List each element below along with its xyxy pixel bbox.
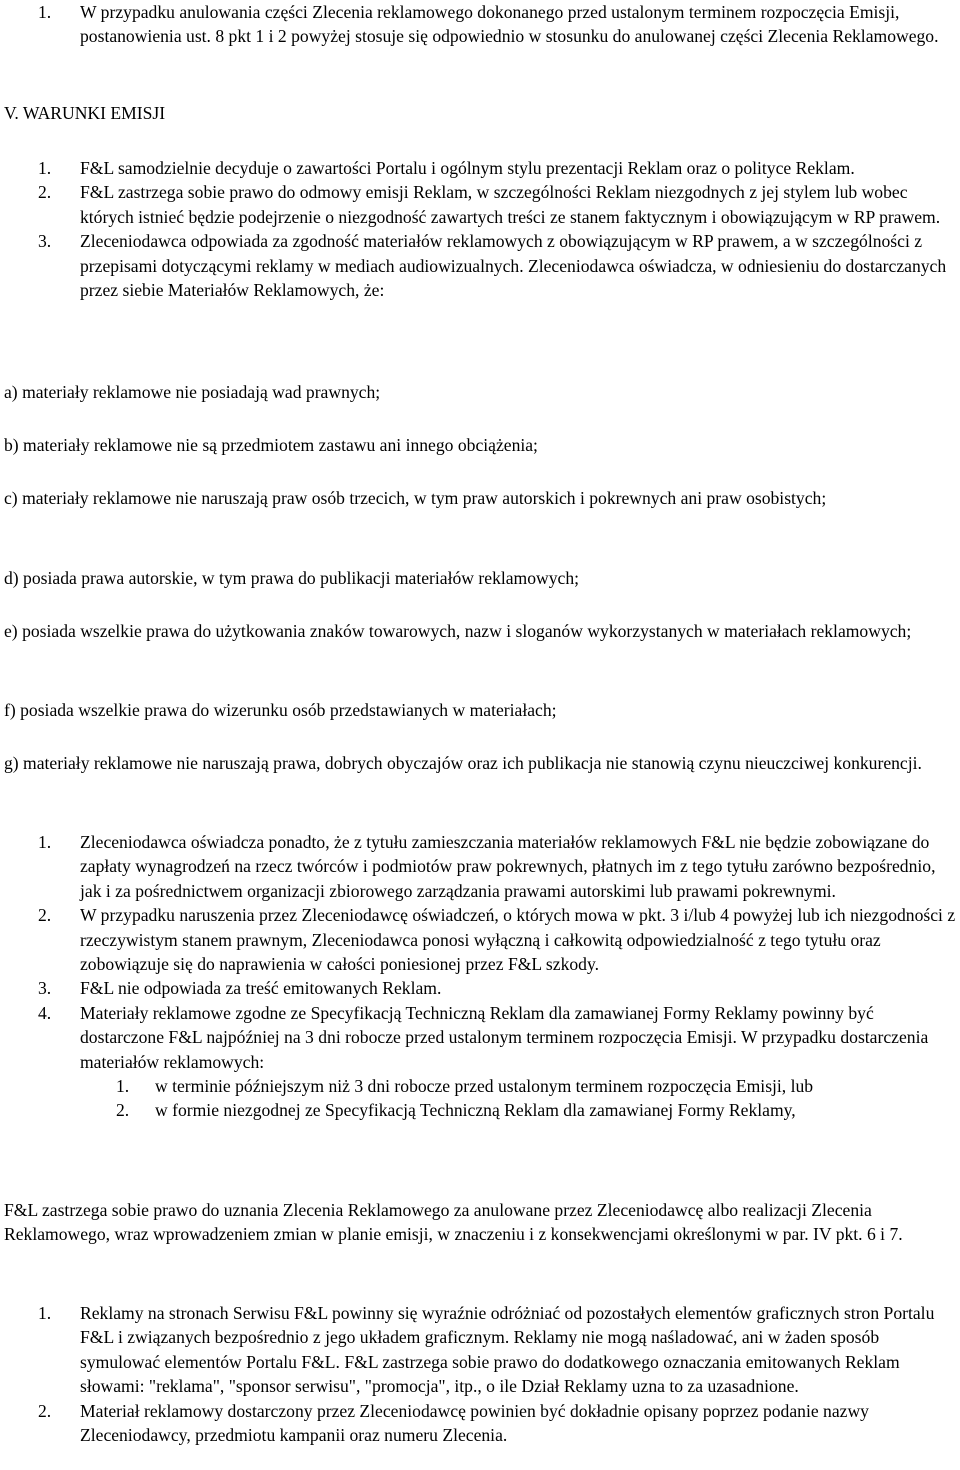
- declaration-d: d) posiada prawa autorskie, w tym prawa do publikacji materiałów reklamowych;: [4, 568, 580, 588]
- sublist-item-number: 1.: [116, 1076, 130, 1097]
- emission-list: [0, 156, 960, 302]
- declaration-f: f) posiada wszelkie prawa do wizerunku osób przedstawianych w materiałach;: [4, 700, 557, 720]
- declaration-e: e) posiada wszelkie prawa do użytkowania znaków towarowych, nazw i sloganów wykorzystanych w materiałach reklamowych;: [4, 621, 912, 641]
- list-item-text: Zleceniodawca oświadcza ponadto, że z tytułu zamieszczania materiałów reklamowych F&L nie będzie zobowiązane do zapłaty wynagrodzeń na rzecz twórców i podmiotów praw pokrewnych, płatnych im z tego tytułu zarówno bezpośrednio, jak i za pośrednictwem organizacji zbiorowego zarządzania prawami autorskimi lub prawami pokrewnymi.: [80, 832, 936, 901]
- list-item: [0, 1301, 960, 1399]
- list-item-text: Zleceniodawca odpowiada za zgodność materiałów reklamowych z obowiązującym w RP prawem, a w szczególności z przepisami dotyczącymi reklamy w mediach audiowizualnych. Zleceniodawca oświadcza, w odniesieniu do dostarczanych przez siebie Materiałów Reklamowych, że:: [80, 231, 947, 301]
- list-item-number: 1.: [38, 158, 52, 178]
- sublist-item-text: w terminie późniejszym niż 3 dni robocze przed ustalonym terminem rozpoczęcia Emisji, lub: [155, 1076, 814, 1097]
- list-item-text: F&L nie odpowiada za treść emitowanych Reklam.: [80, 978, 442, 999]
- list-item-text: F&L samodzielnie decyduje o zawartości Portalu i ogólnym stylu prezentacji Reklam oraz o polityce Reklam.: [80, 158, 855, 178]
- declaration-g: g) materiały reklamowe nie naruszają prawa, dobrych obyczajów oraz ich publikacja nie stanowią czynu nieuczciwej konkurencji.: [4, 753, 922, 773]
- list-item: [0, 976, 960, 1000]
- intro-list: [0, 0, 960, 49]
- sublist-item: [0, 1098, 960, 1122]
- list-item-number: 2.: [38, 1400, 52, 1421]
- list-item: [0, 1001, 960, 1074]
- list-item: [0, 1399, 960, 1448]
- sublist-item-number: 2.: [116, 1100, 130, 1121]
- list-item: [0, 830, 960, 903]
- list-item-number: 2.: [38, 182, 52, 203]
- list-item: [0, 180, 960, 229]
- list-item-number: 3.: [38, 978, 52, 999]
- list-item-text: Reklamy na stronach Serwisu F&L powinny się wyraźnie odróżniać od pozostałych elementów graficznych stron Portalu F&L i związanych bezpośrednio z jego układem graficznym. Reklamy nie mogą naśladować, ani w żaden sposób symulować elementów Portalu F&L. F&L zastrzega sobie prawo do dodatkowego oznaczania emitowanych Reklam słowami: "reklama", "sponsor serwisu", "promocja", itp., o ile Dział Reklamy uzna to za uzasadnione.: [80, 1303, 935, 1397]
- list-item: [0, 0, 960, 49]
- declaration-c: c) materiały reklamowe nie naruszają praw osób trzecich, w tym praw autorskich i pokrewnych ani praw osobistych;: [4, 488, 827, 508]
- list-item: [0, 903, 960, 976]
- list-item-number: 4.: [38, 1002, 52, 1023]
- list-item-text: Materiał reklamowy dostarczony przez Zleceniodawcę powinien być dokładnie opisany poprzez podanie nazwy Zleceniodawcy, przedmiotu kampanii oraz numeru Zlecenia.: [80, 1400, 869, 1446]
- declaration-b: b) materiały reklamowe nie są przedmiotem zastawu ani innego obciążenia;: [4, 435, 538, 455]
- list-item: [0, 156, 960, 180]
- list-item-number: 1.: [38, 2, 52, 22]
- list-item-number: 1.: [38, 1303, 52, 1323]
- declaration-a: a) materiały reklamowe nie posiadają wad prawnych;: [4, 382, 381, 402]
- sublist-item-text: w formie niezgodnej ze Specyfikacją Techniczną Reklam dla zamawianej Formy Reklamy,: [155, 1100, 796, 1121]
- list-item-text: W przypadku anulowania części Zlecenia reklamowego dokonanego przed ustalonym terminem rozpoczęcia Emisji, postanowienia ust. 8 pkt 1 i 2 powyżej stosuje się odpowiednio w stosunku do anulowanej części Zlecenia Reklamowego.: [80, 2, 939, 47]
- list-item-text: F&L zastrzega sobie prawo do odmowy emisji Reklam, w szczególności Reklam niezgodnych z jej stylem lub wobec których istnieć będzie podejrzenie o niezgodność zawartych treści ze stanem faktycznym i obowiązującym w RP prawem.: [80, 182, 941, 227]
- list-item-text: W przypadku naruszenia przez Zleceniodawcę oświadczeń, o których mowa w pkt. 3 i/lub 4 powyżej lub ich niezgodności z rzeczywistym stanem prawnym, Zleceniodawca ponosi wyłączną i całkowitą odpowiedzialność z tego tytułu oraz zobowiązuje się do naprawienia w całości poniesionej przez F&L szkody.: [80, 905, 956, 975]
- list-item-number: 1.: [38, 832, 52, 852]
- section-heading: V. WARUNKI EMISJI: [4, 103, 166, 123]
- list-item-number: 3.: [38, 231, 52, 252]
- delivery-sublist: [0, 1074, 960, 1123]
- list-item: [0, 229, 960, 302]
- obligations-list: [0, 830, 960, 1123]
- list-item-text: Materiały reklamowe zgodne ze Specyfikacją Techniczną Reklam dla zamawianej Formy Reklamy powinny być dostarczone F&L najpóźniej na 3 dni robocze przed ustalonym terminem rozpoczęcia Emisji. W przypadku dostarczenia materiałów reklamowych:: [80, 1002, 929, 1072]
- final-list: [0, 1301, 960, 1447]
- list-item-number: 2.: [38, 905, 52, 926]
- reservation-paragraph: F&L zastrzega sobie prawo do uznania Zlecenia Reklamowego za anulowane przez Zleceniodawcę albo realizacji Zlecenia Reklamowego, wraz wprowadzeniem zmian w planie emisji, w znaczeniu i z konsekwencjami określonymi w par. IV pkt. 6 i 7.: [4, 1200, 903, 1245]
- sublist-item: [0, 1074, 960, 1098]
